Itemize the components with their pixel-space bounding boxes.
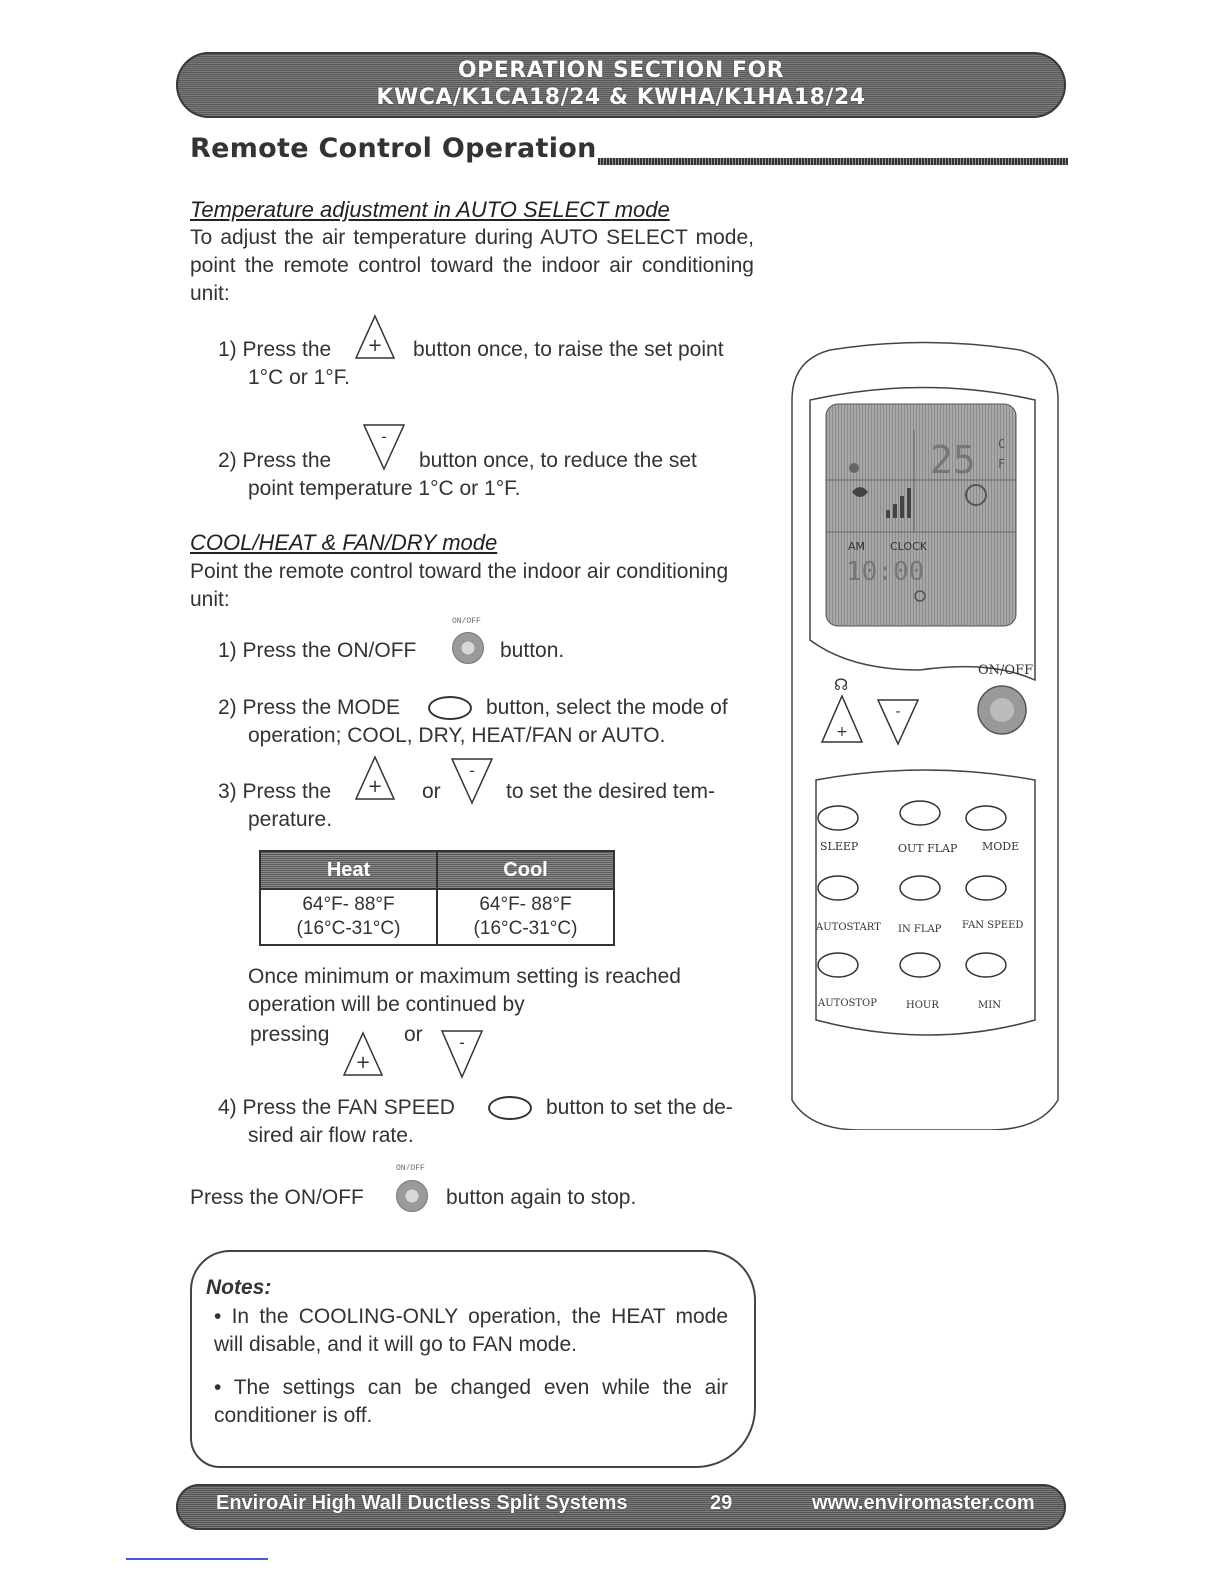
auto-select-intro: To adjust the air temperature during AUTO SELECT mode, point the remote control toward the indoor air conditioning unit: <box>190 226 754 305</box>
header-line-2: KWCA/K1CA18/24 & KWHA/K1HA18/24 <box>376 85 866 110</box>
sun-icon <box>849 463 859 473</box>
svg-text:-: - <box>381 427 387 446</box>
cool-step4-text-c: sired air flow rate. <box>248 1124 414 1147</box>
svg-text:-: - <box>469 761 475 780</box>
remote-control-illustration <box>790 340 1060 1130</box>
remote-fan-speed-button <box>966 876 1006 900</box>
heat-range-f: 64°F- 88°F <box>302 894 395 915</box>
once-min-max-text: Once minimum or maximum setting is reached operation will be continued by <box>248 965 681 1016</box>
remote-label-out-flap: OUT FLAP <box>898 842 958 855</box>
cool-step1-text-b: button. <box>500 639 565 662</box>
remote-ir-icon: ☊ <box>834 675 849 694</box>
remote-label-hour: HOUR <box>906 1000 939 1011</box>
mode-button-icon <box>428 696 472 720</box>
remote-sleep-button <box>818 806 858 830</box>
lcd-am: AM <box>848 540 866 553</box>
onoff-button-icon <box>396 1180 428 1212</box>
auto-step2-text-c: point temperature 1°C or 1°F. <box>248 477 521 500</box>
cool-step1-text-a: 1) Press the ON/OFF <box>218 639 417 662</box>
remote-label-autostart: AUTOSTART <box>816 922 881 933</box>
table-header-cool: Cool <box>437 851 614 889</box>
cool-heat-intro: Point the remote control toward the indoor air conditioning unit: <box>190 560 729 611</box>
remote-mode-button <box>966 806 1006 830</box>
down-arrow-icon <box>440 1028 484 1080</box>
auto-step2-text-a: 2) Press the <box>218 449 332 472</box>
temperature-range-table <box>259 850 615 946</box>
svg-text:+: + <box>355 1052 371 1073</box>
header-banner <box>176 52 1066 118</box>
up-arrow-icon <box>342 1030 384 1078</box>
note-2: • The settings can be changed even while the air conditioner is off. <box>214 1376 728 1427</box>
cool-step3-text-c: perature. <box>248 808 333 831</box>
up-arrow-icon <box>354 313 396 361</box>
lcd-clock: CLOCK <box>890 540 927 553</box>
bottom-accent-line <box>126 1558 268 1560</box>
remote-autostop-button <box>818 953 858 977</box>
svg-text:-: - <box>459 1033 465 1052</box>
down-arrow-icon <box>450 756 494 806</box>
onoff-small-label: ON/OFF <box>452 617 481 626</box>
table-cell <box>437 889 614 945</box>
stop-text-b: button again to stop. <box>446 1186 637 1209</box>
notes-title: Notes: <box>206 1276 272 1299</box>
up-arrow-icon <box>354 754 396 802</box>
footer-url[interactable]: www.enviromaster.com <box>812 1492 1035 1514</box>
svg-text:+: + <box>367 776 383 797</box>
remote-label-autostop: AUTOSTOP <box>818 998 877 1009</box>
remote-onoff-label: ON/OFF <box>978 663 1034 678</box>
remote-label-mode: MODE <box>982 840 1020 853</box>
cool-step4-text-a: 4) Press the FAN SPEED <box>218 1096 455 1119</box>
remote-out-flap-button <box>900 801 940 825</box>
auto-step1-text-a: 1) Press the <box>218 338 332 361</box>
onoff-small-label: ON/OFF <box>396 1164 425 1173</box>
section-title: Remote Control Operation <box>190 133 597 164</box>
pressing-text: pressing <box>250 1023 330 1046</box>
cool-range-f: 64°F- 88°F <box>479 894 572 915</box>
svg-text:+: + <box>367 335 383 356</box>
footer-title: EnviroAir High Wall Ductless Split Systems <box>216 1492 628 1514</box>
title-rule <box>598 158 1068 165</box>
auto-step1-text-b: button once, to raise the set point <box>413 338 724 361</box>
cool-step3-text-a: 3) Press the <box>218 780 332 803</box>
cool-step2-text-b: button, select the mode of <box>486 696 728 719</box>
table-cell <box>260 889 437 945</box>
note-1: • In the COOLING-ONLY operation, the HEAT mode will disable, and it will go to FAN mode. <box>214 1305 728 1356</box>
auto-select-heading: Temperature adjustment in AUTO SELECT mode <box>190 197 670 222</box>
down-arrow-icon <box>362 422 406 472</box>
cool-step2-text-a: 2) Press the MODE <box>218 696 401 719</box>
cool-step4-text-b: button to set the de- <box>546 1096 733 1119</box>
heat-range-c: (16°C-31°C) <box>296 918 401 939</box>
lcd-unit-f: F <box>998 457 1006 471</box>
cool-range-c: (16°C-31°C) <box>473 918 578 939</box>
page-number: 29 <box>710 1492 733 1514</box>
lcd-time: 10:00 <box>846 557 925 587</box>
remote-label-in-flap: IN FLAP <box>898 924 942 935</box>
auto-step1-text-c: 1°C or 1°F. <box>248 366 350 389</box>
onoff-button-icon <box>452 632 484 664</box>
remote-hour-button <box>900 953 940 977</box>
remote-min-button <box>966 953 1006 977</box>
svg-text:-: - <box>895 704 901 720</box>
remote-label-fan-speed: FAN SPEED <box>962 920 1024 931</box>
remote-label-min: MIN <box>978 1000 1001 1011</box>
cool-step3-or: or <box>422 780 441 803</box>
header-line-1: OPERATION SECTION FOR <box>457 58 785 83</box>
cool-step3-text-b: to set the desired tem- <box>506 780 715 803</box>
cool-heat-heading: COOL/HEAT & FAN/DRY mode <box>190 530 498 555</box>
pressing-or: or <box>404 1023 423 1046</box>
auto-step2-text-b: button once, to reduce the set <box>419 449 697 472</box>
remote-in-flap-button <box>900 876 940 900</box>
stop-text-a: Press the ON/OFF <box>190 1186 364 1209</box>
notes-box <box>190 1250 756 1468</box>
lcd-temp-display: 25 <box>930 438 976 482</box>
svg-text:+: + <box>836 724 848 740</box>
fan-speed-button-icon <box>488 1096 532 1120</box>
cool-step2-text-c: operation; COOL, DRY, HEAT/FAN or AUTO. <box>248 724 666 747</box>
footer-banner <box>176 1484 1066 1530</box>
remote-autostart-button <box>818 876 858 900</box>
table-header-heat: Heat <box>260 851 437 889</box>
remote-label-sleep: SLEEP <box>820 840 859 853</box>
lcd-unit-c: C <box>998 437 1006 451</box>
fan-speed-bars-icon <box>886 510 890 518</box>
